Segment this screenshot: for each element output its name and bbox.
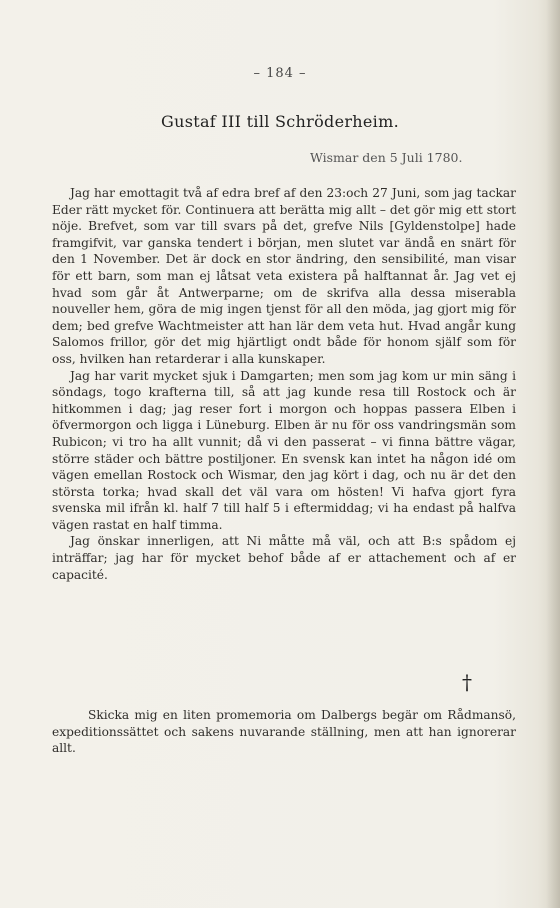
postscript: [52, 707, 516, 757]
paragraph: Jag har varit mycket sjuk i Damgarten; men som jag kom ur min säng i söndags, togo krafterna till, så att jag kunde resa till Rostock och är hitkommen i dag; jag reser fort i morgon och hoppas passera Elben i öfvermorgon och ligga i Lüneburg. Elben är nu för oss vandringsmän som Rubicon; vi tro ha allt vunnit; då vi den passerat – vi finna bättre vägar, större städer och bättre postiljoner. En svensk kan intet ha någon idé om vägen emellan Rostock och Wismar, den jag kört i dag, och nu är det den största torka; hvad skall det väl vara om hösten! Vi hafva gjort fyra svenska mil ifrån kl. half 7 till half 5 i eftermiddag; vi ha endast på halfva vägen rastat en half timma.: [52, 368, 516, 532]
page-edge-shadow: [546, 0, 560, 908]
letter-title: Gustaf III till Schröderheim.: [161, 112, 399, 131]
letter-body: [52, 185, 516, 583]
page-number: – 184 –: [253, 66, 307, 81]
paragraph: Jag önskar innerligen, att Ni måtte må väl, och att B:s spådom ej inträffar; jag har för mycket behof både af er attachement och af er capacité.: [52, 534, 516, 582]
postscript-text: Skicka mig en liten promemoria om Dalbergs begär om Rådmansö, expeditionssättet och sakens nuvarande ställning, men att han ignorerar allt.: [52, 708, 516, 756]
paragraph: Jag har emottagit två af edra bref af den 23:och 27 Juni, som jag tackar Eder rätt mycket för. Continuera att berätta mig allt – det gör mig ett stort nöje. Brefvet, som var till svars på det, grefve Nils [Gyldenstolpe] hade framgifvit, var ganska tendert i början, men slutet var ändå en snärt för den 1 November. Det är dock en stor ändring, den sensibilité, man visar för ett barn, som man ej låtsat veta existera på halftannat år. Jag vet ej hvad som går åt Antwerparne; om de skrifva alla dessa miserabla nouveller hem, göra de mig ingen tjenst för all den möda, jag gjort mig för dem; bed grefve Wachtmeister att han lär dem veta hut. Hvad angår kung Salomos frillor, gör det mig hjärtligt ondt både för honom själf som för oss, hvilken han retarderar i alla kunskaper.: [52, 186, 516, 366]
cross-symbol: †: [462, 670, 472, 694]
letter-dateline: Wismar den 5 Juli 1780.: [310, 150, 463, 165]
